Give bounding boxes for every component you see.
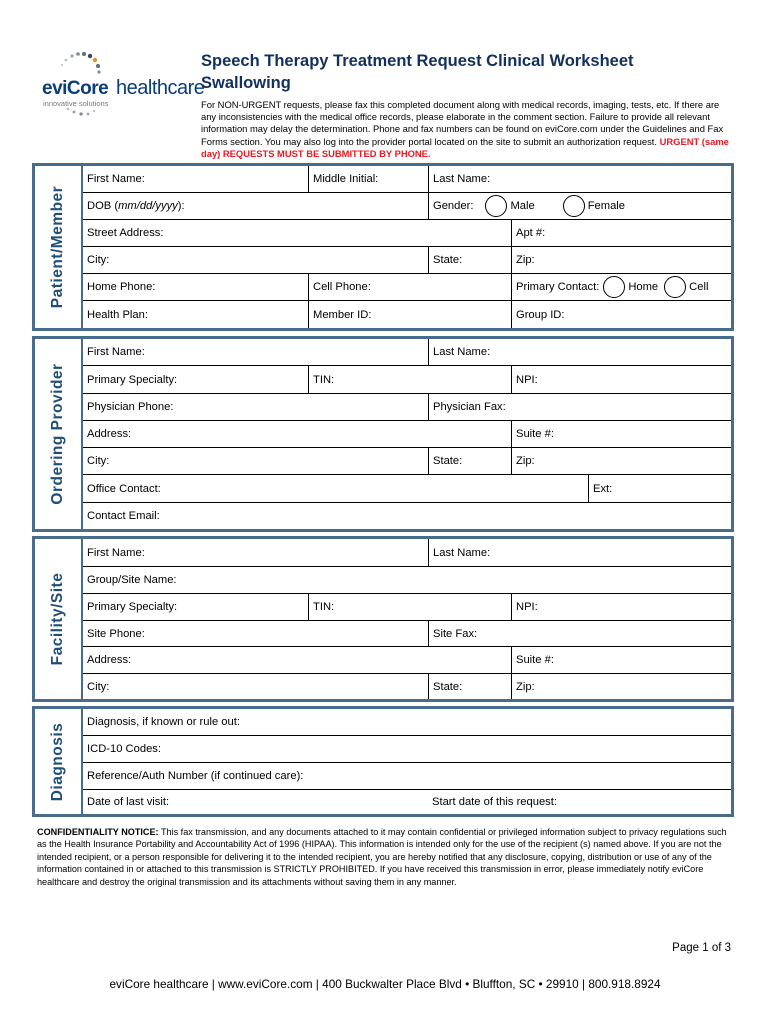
contact-cell-radio[interactable] — [664, 276, 686, 298]
facility-address-row — [83, 647, 731, 674]
provider-fax-field[interactable]: Physician Fax: — [428, 394, 506, 420]
facility-site-label: Facility/Site — [48, 572, 66, 666]
facility-suite-field[interactable]: Suite #: — [511, 647, 554, 673]
facility-site-section — [32, 536, 734, 702]
facility-city-field[interactable]: City: — [87, 680, 110, 693]
patient-primary-contact-field: Primary Contact: Home Cell — [511, 274, 708, 300]
facility-zip-field[interactable]: Zip: — [511, 674, 535, 699]
gender-male-radio[interactable] — [485, 195, 507, 217]
patient-home-phone-field[interactable]: Home Phone: — [87, 281, 156, 293]
patient-dob-row — [83, 193, 731, 220]
provider-phone-field[interactable]: Physician Phone: — [87, 401, 174, 413]
reference-auth-field[interactable]: Reference/Auth Number (if continued care): — [87, 770, 304, 782]
contact-home-radio[interactable] — [603, 276, 625, 298]
facility-group-row — [83, 567, 731, 594]
confidentiality-text: This fax transmission, and any documents attached to it may contain confidential or privileged information subject to privacy regulations such as the Health Insurance Portability and Accountability Act of 1996 (HIPAA). This information is intended only for the use of the recipient (s) named above. If you are not the intended recipient, or a person responsible for delivering it to the intended recipient, you are hereby notified that any disclosure, copying, distribution or use of any of the information contained in or attached to this transmission is STRICTLY PROHIBITED. If you have received this transmission in error, please immediately notify eviCore healthcare and destroy the original transmission and its attachments without saving them in any manner. — [37, 827, 727, 887]
facility-name-row — [83, 539, 731, 567]
form-subtitle: Swallowing — [201, 74, 291, 92]
patient-zip-field[interactable]: Zip: — [511, 247, 535, 273]
ordering-provider-section — [32, 336, 734, 532]
provider-specialty-row — [83, 366, 731, 394]
patient-street-address-field[interactable]: Street Address: — [87, 227, 164, 239]
reference-row — [83, 763, 731, 790]
facility-address-field[interactable]: Address: — [87, 654, 132, 666]
provider-contact-email-field[interactable]: Contact Email: — [87, 510, 160, 522]
provider-zip-field[interactable]: Zip: — [511, 448, 535, 474]
evicore-logo — [32, 50, 205, 120]
facility-state-field[interactable]: State: — [428, 674, 462, 699]
logo-dots-icon — [32, 50, 112, 80]
provider-phone-row — [83, 394, 731, 421]
provider-city-field[interactable]: City: — [87, 455, 110, 467]
patient-first-name-field[interactable]: First Name: — [87, 173, 145, 185]
facility-group-site-name-field[interactable]: Group/Site Name: — [87, 574, 177, 586]
patient-city-field[interactable]: City: — [87, 254, 110, 266]
patient-dob-field[interactable]: DOB ( mm/dd/yyyy ): — [87, 200, 185, 212]
page-number: Page 1 of 3 — [672, 942, 731, 954]
provider-address-row — [83, 421, 731, 448]
patient-member-label: Patient/Member — [48, 185, 66, 309]
patient-group-id-field[interactable]: Group ID: — [511, 301, 565, 328]
logo-dots-bottom-icon — [62, 106, 102, 120]
facility-specialty-row — [83, 594, 731, 621]
patient-gender-field: Gender: Male Female — [428, 193, 625, 219]
intro-instructions: For NON-URGENT requests, please fax this completed document along with medical records, imaging, tests, etc. If there are any inconsistencies with the medical office records, please elaborate in the comment section. Failure to provide all relevant information may delay the determination. Phone and fax numbers can be found on eviCore.com under the Guidelines and Fax Forms section. You may also log into the provider portal located on the site to submit an authorization request. — [201, 99, 724, 147]
provider-email-row — [83, 503, 731, 529]
confidentiality-notice — [37, 826, 737, 888]
provider-last-name-field[interactable]: Last Name: — [428, 339, 490, 365]
intro-text — [201, 99, 731, 160]
facility-first-name-field[interactable]: First Name: — [87, 546, 145, 559]
facility-phone-row — [83, 621, 731, 647]
patient-city-row — [83, 247, 731, 274]
patient-member-section — [32, 163, 734, 331]
patient-last-name-field[interactable]: Last Name: — [428, 166, 490, 192]
provider-office-contact-field[interactable]: Office Contact: — [87, 482, 161, 495]
provider-state-field[interactable]: State: — [428, 448, 462, 474]
patient-address-row — [83, 220, 731, 247]
icd10-codes-field[interactable]: ICD-10 Codes: — [87, 743, 161, 755]
facility-tin-field[interactable]: TIN: — [308, 594, 334, 620]
patient-plan-row — [83, 301, 731, 328]
facility-site-fax-field[interactable]: Site Fax: — [428, 621, 477, 646]
diagnosis-field[interactable]: Diagnosis, if known or rule out: — [87, 716, 240, 728]
provider-first-name-field[interactable]: First Name: — [87, 346, 145, 358]
facility-last-name-field[interactable]: Last Name: — [428, 539, 490, 566]
urgent-notice: URGENT (same day) REQUESTS MUST BE SUBMITTED BY PHONE. — [201, 135, 729, 159]
logo-healthcare: healthcare — [116, 77, 205, 99]
patient-state-field[interactable]: State: — [428, 247, 462, 273]
patient-member-id-field[interactable]: Member ID: — [308, 301, 371, 328]
patient-apt-field[interactable]: Apt #: — [511, 220, 545, 246]
patient-phone-row — [83, 274, 731, 301]
provider-address-field[interactable]: Address: — [87, 428, 132, 440]
last-visit-date-field[interactable]: Date of last visit: — [87, 796, 170, 808]
icd10-row — [83, 736, 731, 763]
diagnosis-row — [83, 709, 731, 736]
facility-site-phone-field[interactable]: Site Phone: — [87, 627, 145, 640]
provider-contact-row — [83, 475, 731, 503]
provider-npi-field[interactable]: NPI: — [511, 366, 538, 393]
dates-row — [83, 790, 731, 814]
start-date-field[interactable]: Start date of this request: — [432, 796, 557, 808]
gender-female-radio[interactable] — [563, 195, 585, 217]
patient-cell-phone-field[interactable]: Cell Phone: — [308, 274, 371, 300]
patient-health-plan-field[interactable]: Health Plan: — [87, 308, 148, 321]
provider-city-row — [83, 448, 731, 475]
diagnosis-section — [32, 706, 734, 817]
diagnosis-label: Diagnosis — [48, 722, 66, 801]
patient-name-row — [83, 166, 731, 193]
ordering-provider-label: Ordering Provider — [48, 363, 66, 505]
facility-city-row — [83, 674, 731, 699]
patient-middle-initial-field[interactable]: Middle Initial: — [308, 166, 378, 192]
form-title: Speech Therapy Treatment Request Clinical Worksheet — [201, 52, 634, 70]
provider-ext-field[interactable]: Ext: — [588, 475, 612, 502]
provider-name-row — [83, 339, 731, 366]
logo-brand: eviCore — [42, 78, 109, 99]
footer-contact: eviCore healthcare | www.eviCore.com | 400 Buckwalter Place Blvd • Bluffton, SC • 29910 | 800.918.8924 — [109, 977, 661, 991]
provider-suite-field[interactable]: Suite #: — [511, 421, 554, 447]
logo-tagline: innovative solutions — [43, 99, 109, 108]
provider-specialty-field[interactable]: Primary Specialty: — [87, 373, 178, 386]
confidentiality-heading: CONFIDENTIALITY NOTICE: — [37, 827, 159, 837]
facility-npi-field[interactable]: NPI: — [511, 594, 538, 620]
facility-specialty-field[interactable]: Primary Specialty: — [87, 601, 178, 613]
provider-tin-field[interactable]: TIN: — [308, 366, 334, 393]
